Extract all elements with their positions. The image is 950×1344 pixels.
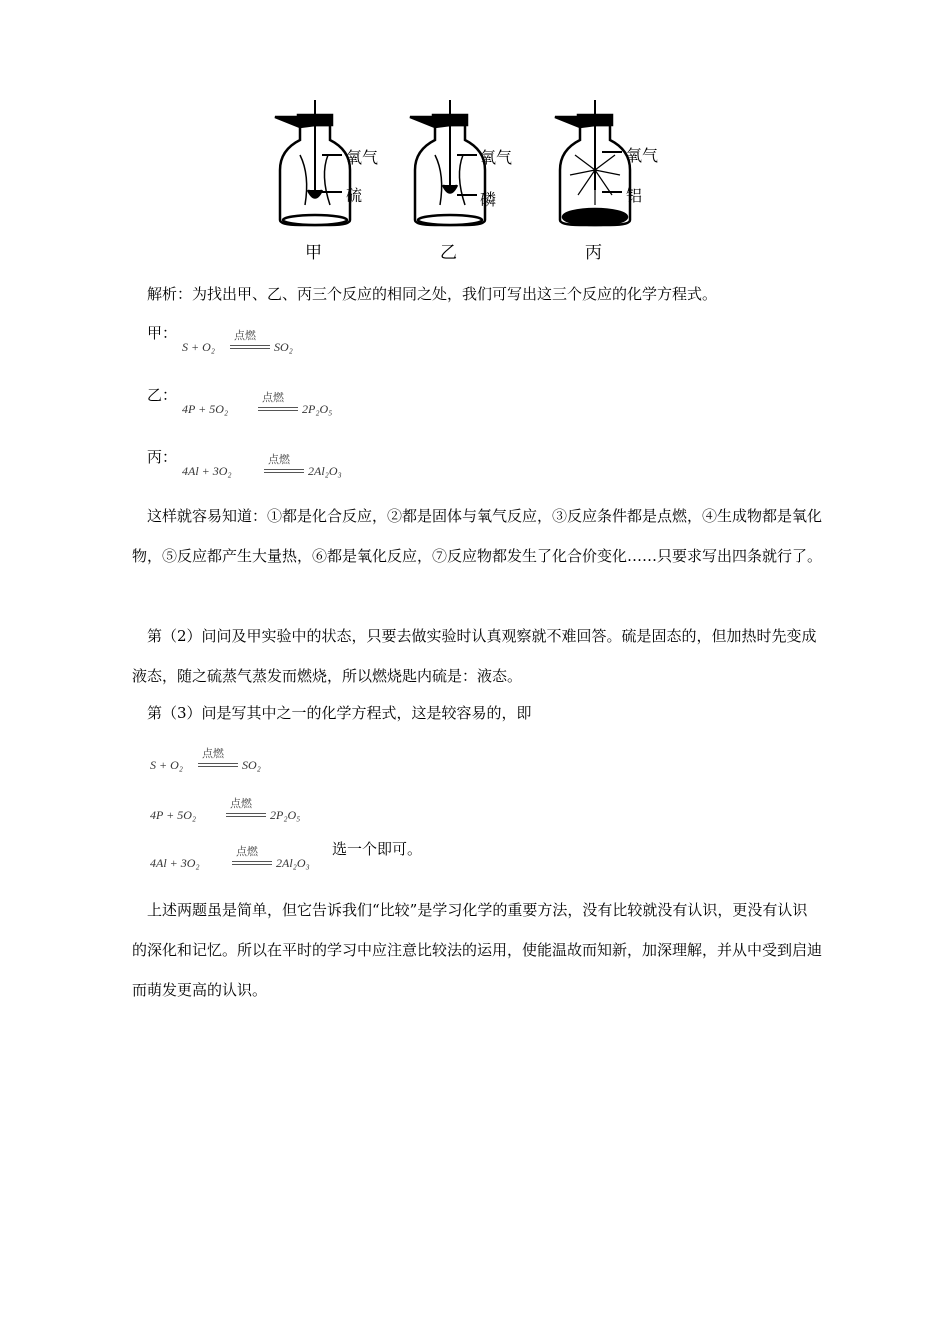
equation-bing-left: 4Al + 3O₂ xyxy=(182,464,232,478)
analysis-intro: 解析：为找出甲、乙、丙三个反应的相同之处，我们可写出这三个反应的化学方程式。 xyxy=(147,285,718,303)
label-jia: 甲： xyxy=(147,324,178,342)
equation-bing xyxy=(182,454,372,484)
q3-equation-3-right: 2Al₂O₃ xyxy=(276,856,310,870)
paragraph-question-2: 第（2）问问及甲实验中的状态，只要去做实验时认真观察就不难回答。硫是固态的，但加热时先变成液态，随之硫蒸气蒸发而燃烧，所以燃烧匙内硫是：液态。 xyxy=(132,627,817,685)
equation-jia-right: SO₂ xyxy=(274,340,293,354)
label-bing: 丙： xyxy=(147,448,178,466)
q3-equation-2-left: 4P + 5O₂ xyxy=(150,808,197,822)
bottle-yi-bottom-label: 磷 xyxy=(480,190,497,209)
bottle-yi-caption: 乙 xyxy=(440,243,457,263)
choose-one-note: 选一个即可。 xyxy=(332,840,423,858)
q3-equation-2 xyxy=(150,798,330,828)
bottle-bing-top-label: 氧气 xyxy=(626,146,659,165)
bottle-jia-bottom-label: 硫 xyxy=(346,186,363,205)
equation-bing-right: 2Al₂O₃ xyxy=(308,464,342,478)
bottle-bing-bottom-label: 铝 xyxy=(626,186,643,205)
label-yi: 乙： xyxy=(147,386,178,404)
q3-equation-2-condition: 点燃 xyxy=(230,798,252,810)
paragraph-question-3: 第（3）问是写其中之一的化学方程式，这是较容易的，即 xyxy=(147,704,532,722)
bottles-illustration xyxy=(260,95,700,265)
equation-jia xyxy=(182,330,322,360)
equation-jia-condition: 点燃 xyxy=(234,330,256,342)
bottle-jia-top-label: 氧气 xyxy=(346,148,379,167)
equation-yi-right: 2P₂O₅ xyxy=(302,402,333,416)
equation-bing-condition: 点燃 xyxy=(268,454,290,466)
bottle-jia xyxy=(275,100,350,225)
experiment-figure xyxy=(260,95,700,265)
q3-equation-1-right: SO₂ xyxy=(242,758,261,772)
bottle-yi xyxy=(410,100,485,225)
equation-yi-left: 4P + 5O₂ xyxy=(182,402,229,416)
q3-equation-3-condition: 点燃 xyxy=(236,846,258,858)
q3-equation-1 xyxy=(150,748,290,778)
q3-equation-1-condition: 点燃 xyxy=(202,748,224,760)
equation-yi-condition: 点燃 xyxy=(262,392,284,404)
equation-yi xyxy=(182,392,362,422)
paragraph-common-points: 这样就容易知道：①都是化合反应，②都是固体与氧气反应，③反应条件都是点燃，④生成物都是氧化物，⑤反应都产生大量热，⑥都是氧化反应，⑦反应物都发生了化合价变化……只要求写出四条就行了。 xyxy=(132,507,823,565)
q3-equation-1-left: S + O₂ xyxy=(150,758,183,772)
bottle-yi-top-label: 氧气 xyxy=(480,148,513,167)
bottle-bing-caption: 丙 xyxy=(585,243,602,263)
q3-equation-3 xyxy=(150,846,340,876)
q3-equation-2-right: 2P₂O₅ xyxy=(270,808,301,822)
bottle-bing xyxy=(555,100,630,225)
bottle-jia-caption: 甲 xyxy=(305,243,322,263)
paragraph-summary: 上述两题虽是简单，但它告诉我们“比较”是学习化学的重要方法，没有比较就没有认识，更没有认识的深化和记忆。所以在平时的学习中应注意比较法的运用，使能温故而知新，加深理解，并从中受到启迪而萌发更高的认识。 xyxy=(132,901,823,999)
q3-equation-3-left: 4Al + 3O₂ xyxy=(150,856,200,870)
equation-jia-left: S + O₂ xyxy=(182,340,215,354)
